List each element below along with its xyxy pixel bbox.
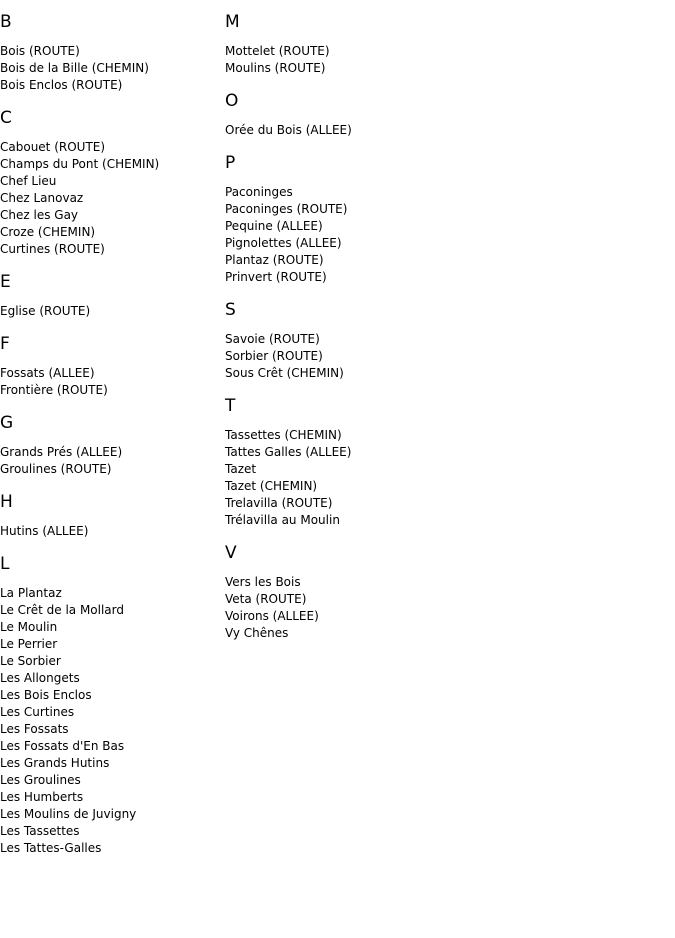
street-item[interactable]: Les Fossats xyxy=(0,722,69,736)
street-item[interactable]: Veta (ROUTE) xyxy=(225,592,307,606)
street-item[interactable]: Chez les Gay xyxy=(0,208,79,222)
street-item[interactable]: Les Groulines xyxy=(0,773,81,787)
street-item[interactable]: Plantaz (ROUTE) xyxy=(225,253,324,267)
street-item[interactable]: Vy Chênes xyxy=(225,626,289,640)
street-item[interactable]: Pignolettes (ALLEE) xyxy=(225,236,342,250)
letter-heading: E xyxy=(0,272,11,292)
street-item[interactable]: Chef Lieu xyxy=(0,174,57,188)
letter-section-g xyxy=(0,412,220,478)
street-item[interactable]: Prinvert (ROUTE) xyxy=(225,270,327,284)
street-item[interactable]: Paconinges xyxy=(225,185,293,199)
letter-section-f xyxy=(0,333,220,399)
letter-heading: C xyxy=(0,108,12,128)
street-item[interactable]: Les Allongets xyxy=(0,671,80,685)
street-item[interactable]: Les Fossats d'En Bas xyxy=(0,739,125,753)
letter-heading: V xyxy=(225,543,237,563)
street-item[interactable]: Le Perrier xyxy=(0,637,58,651)
street-item[interactable]: Eglise (ROUTE) xyxy=(0,304,91,318)
street-item[interactable]: Voirons (ALLEE) xyxy=(225,609,319,623)
letter-section-t xyxy=(225,395,525,529)
street-item[interactable]: Grands Prés (ALLEE) xyxy=(0,445,123,459)
street-list xyxy=(0,444,220,478)
letter-section-o xyxy=(225,90,525,139)
street-item[interactable]: Les Tassettes xyxy=(0,824,80,838)
street-item[interactable]: Tazet (CHEMIN) xyxy=(225,479,318,493)
street-item[interactable]: Mottelet (ROUTE) xyxy=(225,44,330,58)
street-index-right-column xyxy=(225,11,525,655)
letter-section-v xyxy=(225,542,525,642)
street-list xyxy=(225,427,525,529)
letter-section-m xyxy=(225,11,525,77)
street-item[interactable]: Les Tattes-Galles xyxy=(0,841,102,855)
street-item[interactable]: Tazet xyxy=(225,462,257,476)
letter-heading: S xyxy=(225,300,236,320)
street-item[interactable]: Les Grands Hutins xyxy=(0,756,110,770)
letter-section-h xyxy=(0,491,220,540)
street-item[interactable]: Le Moulin xyxy=(0,620,58,634)
letter-heading: T xyxy=(225,396,236,416)
street-item[interactable]: Cabouet (ROUTE) xyxy=(0,140,106,154)
letter-heading: L xyxy=(0,554,10,574)
street-item[interactable]: Savoie (ROUTE) xyxy=(225,332,320,346)
street-index-left-column xyxy=(0,11,220,870)
street-item[interactable]: Les Humberts xyxy=(0,790,84,804)
letter-section-c xyxy=(0,107,220,258)
street-item[interactable]: Sous Crêt (CHEMIN) xyxy=(225,366,344,380)
letter-section-l xyxy=(0,553,220,857)
street-list xyxy=(225,122,525,139)
street-list xyxy=(225,574,525,642)
street-list xyxy=(225,184,525,286)
street-item[interactable]: Trélavilla au Moulin xyxy=(225,513,340,527)
letter-heading: H xyxy=(0,492,13,512)
street-item[interactable]: Orée du Bois (ALLEE) xyxy=(225,123,352,137)
street-item[interactable]: Hutins (ALLEE) xyxy=(0,524,89,538)
street-item[interactable]: Les Moulins de Juvigny xyxy=(0,807,137,821)
street-item[interactable]: Frontière (ROUTE) xyxy=(0,383,108,397)
letter-heading: G xyxy=(0,413,14,433)
street-list xyxy=(225,43,525,77)
street-list xyxy=(0,303,220,320)
street-item[interactable]: Le Sorbier xyxy=(0,654,61,668)
street-item[interactable]: Champs du Pont (CHEMIN) xyxy=(0,157,160,171)
street-item[interactable]: Trelavilla (ROUTE) xyxy=(225,496,333,510)
street-item[interactable]: Sorbier (ROUTE) xyxy=(225,349,323,363)
street-item[interactable]: Tassettes (CHEMIN) xyxy=(225,428,342,442)
street-item[interactable]: Les Bois Enclos xyxy=(0,688,92,702)
street-item[interactable]: Bois de la Bille (CHEMIN) xyxy=(0,61,149,75)
street-list xyxy=(225,331,525,382)
street-item[interactable]: Bois Enclos (ROUTE) xyxy=(0,78,123,92)
street-item[interactable]: Paconinges (ROUTE) xyxy=(225,202,348,216)
letter-section-s xyxy=(225,299,525,382)
street-item[interactable]: Croze (CHEMIN) xyxy=(0,225,96,239)
street-item[interactable]: Tattes Galles (ALLEE) xyxy=(225,445,352,459)
street-item[interactable]: Le Crêt de la Mollard xyxy=(0,603,124,617)
letter-heading: B xyxy=(0,12,12,32)
street-item[interactable]: Groulines (ROUTE) xyxy=(0,462,112,476)
street-item[interactable]: Pequine (ALLEE) xyxy=(225,219,323,233)
street-item[interactable]: Chez Lanovaz xyxy=(0,191,84,205)
street-list xyxy=(0,365,220,399)
street-item[interactable]: Fossats (ALLEE) xyxy=(0,366,95,380)
street-item[interactable]: Curtines (ROUTE) xyxy=(0,242,105,256)
letter-heading: O xyxy=(225,91,239,111)
street-list xyxy=(0,523,220,540)
letter-section-e xyxy=(0,271,220,320)
letter-section-b xyxy=(0,11,220,94)
street-list xyxy=(0,43,220,94)
street-item[interactable]: Bois (ROUTE) xyxy=(0,44,80,58)
letter-heading: M xyxy=(225,12,240,32)
street-list xyxy=(0,139,220,258)
street-item[interactable]: Vers les Bois xyxy=(225,575,301,589)
street-list xyxy=(0,585,220,857)
letter-section-p xyxy=(225,152,525,286)
letter-heading: P xyxy=(225,153,236,173)
street-item[interactable]: Les Curtines xyxy=(0,705,75,719)
street-item[interactable]: Moulins (ROUTE) xyxy=(225,61,326,75)
letter-heading: F xyxy=(0,334,10,354)
street-item[interactable]: La Plantaz xyxy=(0,586,62,600)
